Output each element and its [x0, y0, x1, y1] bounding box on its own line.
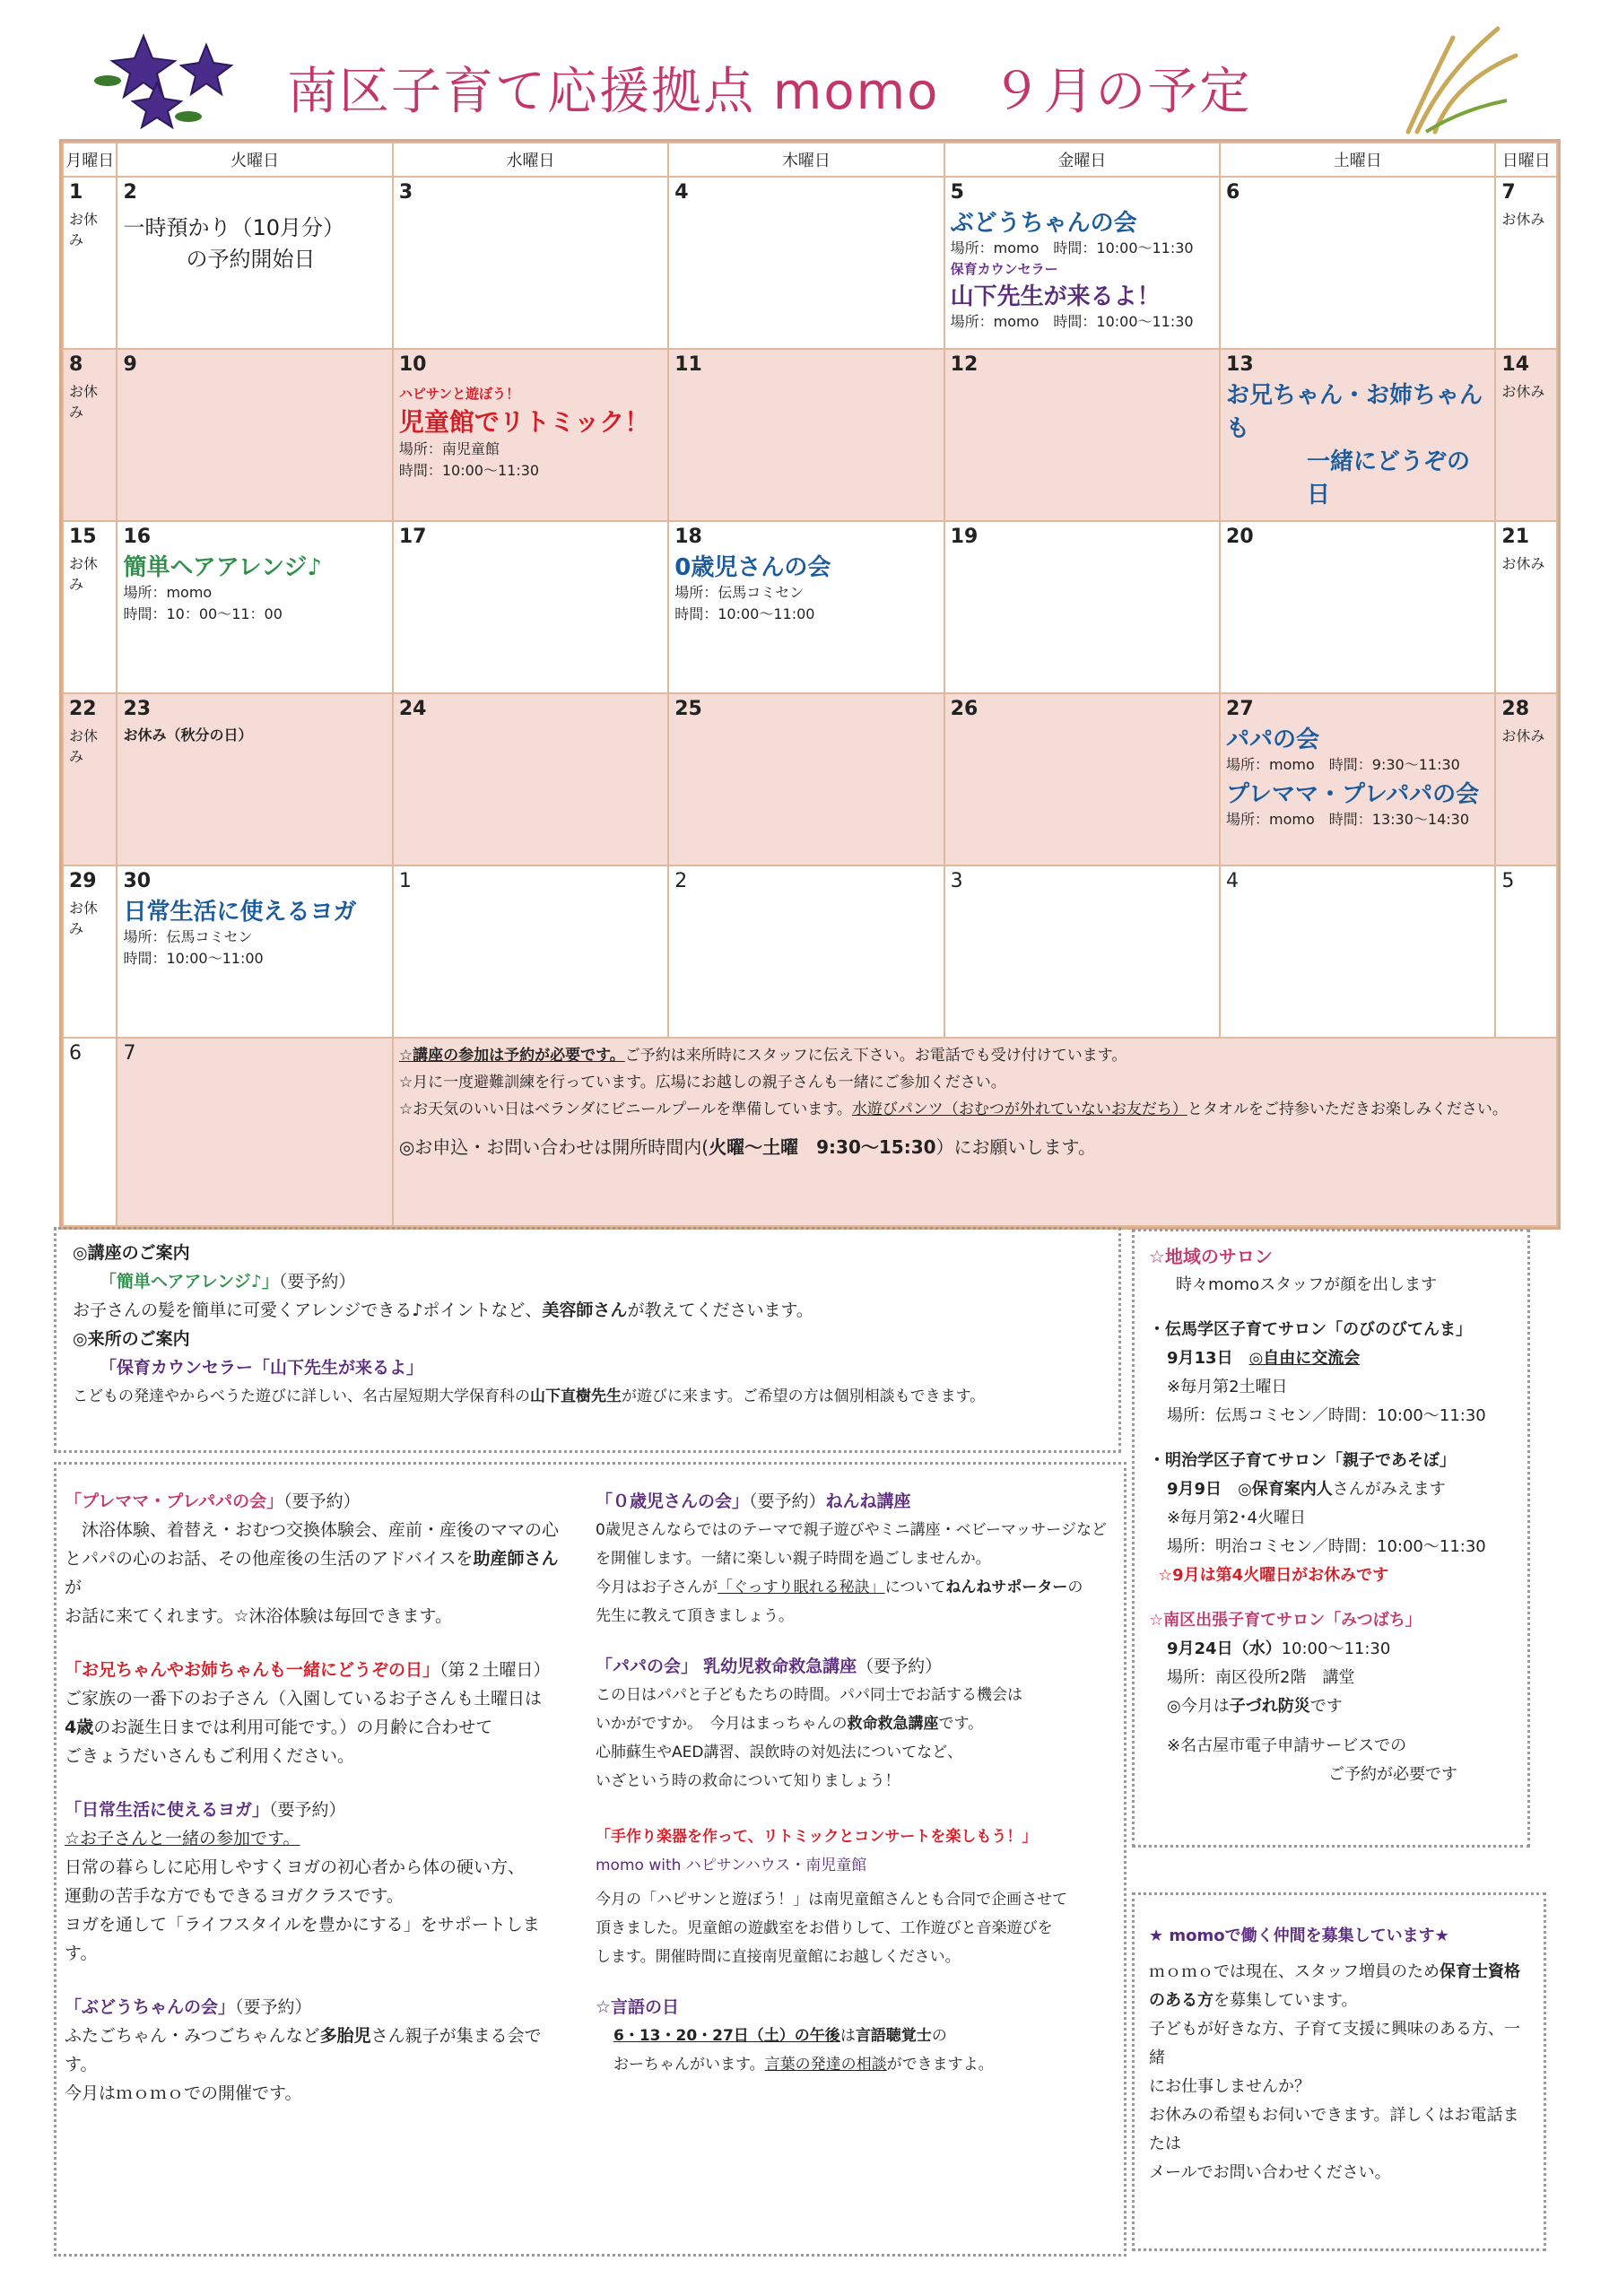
recruit-text: にお仕事しませんか？ [1149, 2077, 1310, 2096]
course-bold: 美容師さん [542, 1300, 628, 1320]
salon-bold: 子づれ防災 [1229, 1697, 1310, 1716]
salon-date: 9月13日 [1167, 1349, 1233, 1368]
week-row [63, 1038, 1557, 1226]
day-number: 8 [69, 353, 83, 376]
program-text: が [65, 1578, 83, 1597]
program-bold: 言語聴覚士 [855, 2027, 932, 2045]
salon-tag: ◎ [1238, 1480, 1252, 1499]
day-number: 29 [69, 870, 97, 892]
day-number: 22 [69, 698, 97, 720]
program-text: 今月はお子さんが [596, 1578, 718, 1596]
event-title: 山下先生が来るよ！ [950, 283, 1161, 310]
program-bold: 6・13・20・27日（土）の午後 [613, 2027, 840, 2045]
program-title: 「日常生活に使えるヨガ」 [65, 1800, 270, 1820]
program-text: ごきょうだいさんもご利用ください。 [65, 1746, 355, 1766]
day-cell [63, 1038, 117, 1226]
section-heading: ◎来所のご案内 [73, 1329, 190, 1349]
day-cell [63, 521, 117, 693]
day-cell [668, 177, 944, 349]
program-text: 日常の暮らしに応用しやすくヨガの初心者から体の硬い方、 [65, 1857, 526, 1877]
program-tag: ねんね講座 [825, 1492, 911, 1511]
recruit-text: ｍｏｍｏでは現在、スタッフ増員のため [1149, 1962, 1440, 1981]
weekday-sun: 日曜日 [1495, 143, 1557, 177]
program-bold: 救命救急講座 [847, 1715, 939, 1733]
event-title: 一緒にどうぞの日 [1307, 448, 1471, 509]
day-cell [1495, 693, 1557, 865]
day-cell [1220, 693, 1495, 865]
weekday-mon: 月曜日 [63, 143, 117, 177]
program-text: ふたごちゃん・みつごちゃんなど [65, 2026, 320, 2046]
day-cell [393, 349, 668, 521]
bellflower-illustration [90, 27, 242, 135]
event-title: ぶどうちゃんの会 [950, 210, 1137, 237]
program-underline: 言葉の発達の相談 [764, 2056, 887, 2074]
salon-note: ※毎月第2･4火曜日 [1167, 1509, 1306, 1527]
course-text: が遊びに来ます。ご希望の方は個別相談もできます。 [622, 1387, 986, 1405]
salon-date: 9月24日（水） [1167, 1639, 1282, 1658]
weekday-header-row [63, 143, 1557, 177]
program-text: ヨガを通して「ライフスタイルを豊かにする」をサポートします。 [65, 1915, 540, 1963]
event-info: 場所：momo 時間：10:00～11:30 [950, 313, 1194, 330]
event-line: の予約開始日 [186, 247, 316, 272]
closed-label: お休み [1501, 383, 1545, 400]
program-title: 「パパの会」 [596, 1657, 699, 1676]
recruit-box [1132, 1892, 1546, 2251]
section-heading: ◎講座のご案内 [73, 1243, 190, 1263]
day-cell [117, 865, 392, 1038]
program-text: お話に来てくれます。☆沐浴体験は毎回できます。 [65, 1606, 452, 1626]
note-text: とタオルをご持参いただきお楽しみください。 [1187, 1100, 1508, 1118]
recruit-text: を募集しています。 [1214, 1991, 1358, 2010]
recruit-text: 子どもが好きな方、子育て支援に興味のある方、一緒 [1149, 2020, 1520, 2067]
day-cell [63, 349, 117, 521]
event-title: 児童館でリトミック！ [398, 407, 650, 437]
weekday-thu: 木曜日 [668, 143, 944, 177]
day-number: 12 [950, 353, 979, 376]
day-number: 5 [1501, 870, 1515, 892]
event-place: 場所：伝馬コミセン [123, 928, 253, 945]
day-number: 6 [1226, 181, 1240, 204]
day-cell [117, 521, 392, 693]
course-text: が教えてくださいます。 [627, 1300, 813, 1320]
note-text: ◎お申込・お問い合わせは開所時間内( [398, 1136, 709, 1158]
event-subtitle: 保育カウンセラー [950, 261, 1058, 277]
note-underline: 水遊びパンツ（おむつが外れていないお友だち） [851, 1100, 1187, 1118]
day-cell [1495, 865, 1557, 1038]
program-title: 「プレママ・プレパパの会」 [65, 1492, 284, 1511]
program-text: の [1067, 1578, 1083, 1596]
event-time: 時間：10:00～11:30 [398, 462, 540, 479]
day-number: 20 [1226, 526, 1254, 548]
program-title: ☆言語の日 [596, 1997, 680, 2017]
program-text: 0歳児さんならではのテーマで親子遊びやミニ講座・ベビーマッサージなど [596, 1521, 1107, 1539]
day-cell [944, 865, 1220, 1038]
day-cell [1220, 177, 1495, 349]
closed-label: お休み [1501, 555, 1545, 572]
pampas-grass-illustration [1399, 20, 1525, 136]
day-number: 14 [1501, 353, 1530, 376]
day-number: 4 [674, 181, 689, 204]
day-cell [1495, 521, 1557, 693]
salon-box [1132, 1229, 1530, 1848]
program-underline: 「ぐっすり眠れる秘訣」 [718, 1578, 885, 1596]
day-number: 30 [123, 870, 152, 892]
left-column [65, 1487, 567, 2108]
program-text: とパパの心のお話、その他産後の生活のアドバイスを [65, 1549, 474, 1569]
reservation-note: （要予約） [278, 1272, 356, 1292]
day-cell [117, 1038, 392, 1226]
reservation-note: （第２土曜日） [439, 1660, 551, 1680]
event-title: パパの会 [1226, 726, 1320, 753]
salon-bold: 保育案内人 [1251, 1480, 1333, 1499]
week-row [63, 865, 1557, 1038]
day-number: 23 [123, 698, 152, 720]
program-text: 先生に教えて頂きましょう。 [596, 1607, 794, 1625]
day-cell [1220, 865, 1495, 1038]
salon-place: 場所：伝馬コミセン／時間：10:00～11:30 [1167, 1406, 1486, 1425]
day-cell [1495, 349, 1557, 521]
program-text: 沐浴体験、着替え・おむつ交換体験会、産前・産後のママの心 [65, 1520, 560, 1540]
day-cell [393, 693, 668, 865]
notes-cell [393, 1038, 1557, 1226]
reservation-note: （要予約） [283, 1492, 361, 1511]
day-cell [668, 693, 944, 865]
day-number: 6 [69, 1042, 82, 1065]
day-cell [668, 521, 944, 693]
salon-time: 10:00～11:30 [1281, 1639, 1391, 1658]
day-cell [944, 349, 1220, 521]
salon-note: ご予約が必要です [1328, 1765, 1457, 1784]
salon-heading: ☆地域のサロン [1149, 1246, 1273, 1267]
event-line: 一時預かり（10月分） [123, 215, 345, 240]
event-place: 場所：伝馬コミセン [674, 584, 805, 601]
salon-date: 9月9日 [1167, 1480, 1222, 1499]
course-bold: 山下直樹先生 [530, 1387, 622, 1405]
day-cell [117, 349, 392, 521]
day-number: 10 [398, 353, 427, 376]
week-row [63, 521, 1557, 693]
closed-label: お休み [69, 900, 99, 937]
week-row [63, 349, 1557, 521]
opening-hours: 火曜～土曜 9:30～15:30 [709, 1136, 936, 1158]
day-number: 5 [950, 181, 964, 204]
event-title: 簡単ヘアアレンジ♪ [123, 554, 322, 581]
program-title: 「手作り楽器を作って、リトミックとコンサートを楽しもう！」 [596, 1828, 1038, 1846]
salon-intro: 時々momoスタッフが顔を出します [1176, 1275, 1438, 1294]
program-text: の [931, 2027, 947, 2045]
reservation-note: （要予約） [269, 1800, 346, 1820]
day-cell [63, 865, 117, 1038]
day-number: 1 [69, 181, 83, 204]
program-tag: 乳幼児救命救急講座 [703, 1657, 857, 1676]
day-number: 24 [398, 698, 427, 720]
weekday-wed: 水曜日 [393, 143, 668, 177]
closed-label: お休み [1501, 211, 1545, 228]
day-number: 19 [950, 526, 979, 548]
event-title: プレママ・プレパパの会 [1226, 781, 1480, 808]
program-text: おーちゃんがいます。 [613, 2056, 765, 2074]
recruit-title: ★ momoで働く仲間を募集しています★ [1149, 1926, 1449, 1945]
page-title: 南区子育て応援拠点 momo ９月の予定 [287, 63, 1252, 121]
program-text: この日はパパと子どもたちの時間。パパ同士でお話する機会は [596, 1686, 1022, 1704]
program-text: のお誕生日までは利用可能です。）の月齢に合わせて [93, 1718, 493, 1737]
salon-note: ※毎月第2土曜日 [1167, 1378, 1288, 1396]
weekday-sat: 土曜日 [1220, 143, 1495, 177]
event-time: 時間：10:00～11:00 [123, 950, 264, 967]
reservation-note: （要予約） [235, 1997, 312, 2017]
note-text: ☆お天気のいい日はベランダにビニールプールを準備しています。 [398, 1100, 852, 1118]
salon-tag: です [1309, 1697, 1343, 1716]
day-number: 15 [69, 526, 97, 548]
event-time: 時間：10:00～11:00 [674, 605, 815, 622]
calendar [59, 139, 1561, 1230]
day-number: 28 [1501, 698, 1530, 720]
weekday-tue: 火曜日 [117, 143, 392, 177]
day-cell [1220, 521, 1495, 693]
weekday-fri: 金曜日 [944, 143, 1220, 177]
day-number: 27 [1226, 698, 1254, 720]
program-text: 頂きました。児童館の遊戯室をお借りして、工作遊びと音楽遊びを [596, 1919, 1053, 1937]
recruit-text: お休みの希望もお伺いできます。詳しくはお電話または [1149, 2106, 1519, 2153]
course-info-box [54, 1227, 1121, 1453]
event-title: 0歳児さんの会 [674, 554, 831, 581]
day-cell [944, 177, 1220, 349]
program-text: について [884, 1578, 946, 1596]
event-title: お兄ちゃん・お姉ちゃんも [1226, 382, 1483, 442]
day-number: 7 [1501, 181, 1516, 204]
salon-place: 場所：明治コミセン／時間：10:00～11:30 [1167, 1537, 1486, 1556]
salon-title: ☆南区出張子育てサロン「みつばち」 [1149, 1611, 1422, 1630]
program-title: 「０歳児さんの会」 [596, 1492, 750, 1511]
day-number: 3 [398, 181, 413, 204]
recruit-text: メールでお問い合わせください。 [1149, 2163, 1391, 2182]
day-number: 1 [398, 870, 412, 892]
day-number: 25 [674, 698, 702, 720]
day-cell [393, 177, 668, 349]
program-bold: ねんねサポーター [945, 1578, 1068, 1596]
day-number: 26 [950, 698, 979, 720]
note-text: ）にお願いします。 [935, 1136, 1096, 1158]
salon-place: 場所：南区役所2階 講堂 [1167, 1668, 1355, 1687]
program-text: 今月はｍｏｍｏでの開催です。 [65, 2083, 302, 2103]
day-cell [117, 177, 392, 349]
recruit-bold: 保育士資格 [1440, 1962, 1520, 1981]
reservation-note: （要予約） [749, 1492, 826, 1511]
day-cell [1495, 177, 1557, 349]
day-cell [1220, 349, 1495, 521]
day-number: 18 [674, 526, 702, 548]
week-row [63, 693, 1557, 865]
salon-warning: ☆9月は第4火曜日がお休みです [1158, 1566, 1389, 1585]
day-cell [944, 521, 1220, 693]
closed-label: お休み [69, 727, 99, 765]
day-number: 4 [1226, 870, 1240, 892]
day-number: 11 [674, 353, 702, 376]
closed-label: お休み [1501, 727, 1545, 744]
reservation-note: （要予約） [857, 1657, 943, 1676]
day-cell [63, 693, 117, 865]
recruit-bold: のある方 [1149, 1991, 1214, 2010]
day-number: 3 [950, 870, 963, 892]
day-number: 21 [1501, 526, 1530, 548]
day-number: 2 [674, 870, 688, 892]
day-number: 7 [123, 1042, 136, 1065]
day-number: 2 [123, 181, 137, 204]
salon-title: ・明治学区子育てサロン「親子であそぼ」 [1149, 1451, 1456, 1470]
event-info: 場所：momo 時間：9:30～11:30 [1226, 756, 1460, 773]
program-title: 「ぶどうちゃんの会」 [65, 1997, 236, 2017]
closed-label: お休み [69, 383, 99, 421]
salon-tag: ◎今月は [1167, 1697, 1230, 1716]
day-cell [944, 693, 1220, 865]
program-text: ができますよ。 [886, 2056, 994, 2074]
holiday-note: お休み（秋分の日） [123, 726, 253, 744]
program-text: 心肺蘇生やAED講習、誤飲時の対処法についてなど、 [596, 1744, 963, 1761]
day-cell [668, 349, 944, 521]
note-text: ご予約は来所時にスタッフに伝え下さい。お電話でも受け付けています。 [624, 1047, 1127, 1065]
closed-label: お休み [69, 211, 99, 248]
day-number: 17 [398, 526, 427, 548]
day-cell [117, 693, 392, 865]
day-cell [393, 521, 668, 693]
event-place: 場所：南児童館 [398, 440, 500, 457]
program-text: いかがですか。 今月はまっちゃんの [596, 1715, 848, 1733]
day-cell [393, 865, 668, 1038]
program-bold: 助産師さん [473, 1549, 559, 1569]
closed-label: お休み [69, 555, 99, 593]
course-title: 「簡単ヘアアレンジ♪」 [100, 1272, 279, 1292]
salon-tag: ◎自由に交流会 [1248, 1349, 1361, 1368]
program-subtitle: momo with ハピサンハウス・南児童館 [596, 1857, 867, 1874]
note-text: ☆月に一度避難訓練を行っています。広場にお越しの親子さんも一緒にご参加ください。 [398, 1074, 1006, 1091]
program-text: を開催します。一緒に楽しい親子時間を過ごしませんか。 [596, 1550, 991, 1568]
week-row [63, 177, 1557, 349]
program-bold: 4歳 [65, 1718, 94, 1737]
day-cell [668, 865, 944, 1038]
event-info: 場所：momo 時間：10:00～11:30 [950, 239, 1194, 257]
event-title: 日常生活に使えるヨガ [123, 899, 357, 926]
course-text: お子さんの髪を簡単に可愛くアレンジできる♪ポイントなど、 [73, 1300, 543, 1320]
note-bold: ☆講座の参加は予約が必要です。 [398, 1047, 625, 1065]
course-title: 「保育カウンセラー「山下先生が来るよ」 [100, 1358, 424, 1378]
program-text: いざという時の救命について知りましょう！ [596, 1772, 900, 1790]
salon-title: ・伝馬学区子育てサロン「のびのびてんま」 [1149, 1320, 1472, 1339]
salon-note: ※名古屋市電子申請サービスでの [1167, 1736, 1407, 1755]
day-number: 16 [123, 526, 152, 548]
program-text: 今月の「ハピサンと遊ぼう！」は南児童館さんとも合同で企画させて [596, 1891, 1068, 1909]
program-text: ☆お子さんと一緒の参加です。 [65, 1829, 300, 1848]
program-bold: 多胎児 [319, 2026, 371, 2046]
event-time: 時間：10：00～11：00 [123, 605, 283, 622]
day-number: 9 [123, 353, 137, 376]
program-text: です。 [938, 1715, 984, 1733]
program-title: 「お兄ちゃんやお姉ちゃんも一緒にどうぞの日」 [65, 1660, 440, 1680]
day-cell [63, 177, 117, 349]
program-text: します。開催時間に直接南児童館にお越しください。 [596, 1948, 961, 1966]
salon-tag: さんがみえます [1332, 1480, 1446, 1499]
program-text: ご家族の一番下のお子さん（入園しているお子さんも土曜日は [65, 1689, 543, 1709]
event-subtitle: ハピサンと遊ぼう！ [398, 386, 520, 402]
program-text: 運動の苦手な方でもできるヨガクラスです。 [65, 1886, 404, 1906]
event-place: 場所：momo [123, 584, 213, 601]
course-text: こどもの発達やからべうた遊びに詳しい、名古屋短期大学保育科の [73, 1387, 530, 1405]
program-text: は [839, 2027, 856, 2045]
day-number: 13 [1226, 353, 1254, 376]
program-text: さん親子が集まる会です。 [65, 2026, 542, 2074]
event-info: 場所：momo 時間：13:30～14:30 [1226, 811, 1470, 828]
middle-column [596, 1487, 1116, 2079]
